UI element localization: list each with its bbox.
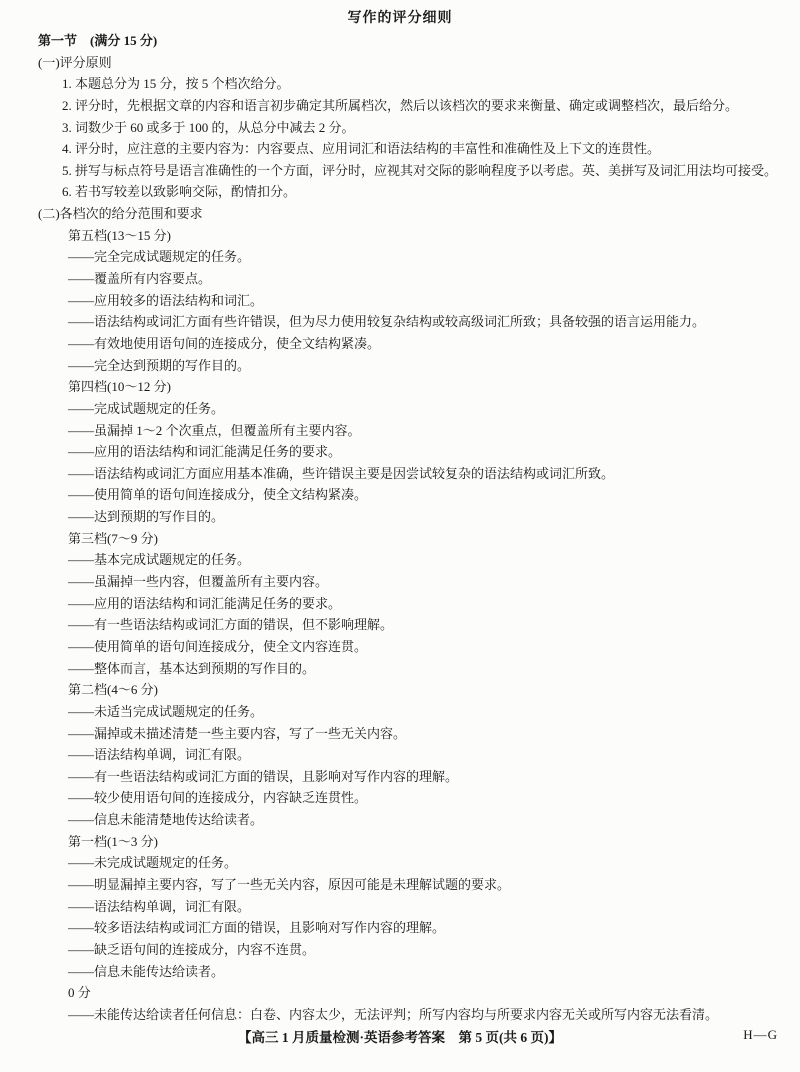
principle-item: 5. 拼写与标点符号是语言准确性的一个方面，评分时，应视其对交际的影响程度予以考虑。英、美拼写及词汇用法均可接受。 (62, 162, 778, 178)
band-point: ——语法结构或词汇方面应用基本准确，些许错误主要是因尝试较复杂的语法结构或词汇所致。 (68, 465, 615, 481)
principle-item: 6. 若书写较差以致影响交际，酌情扣分。 (62, 184, 297, 200)
band-point: ——完全达到预期的写作目的。 (68, 357, 251, 373)
band-point: ——有一些语法结构或词汇方面的错误，且影响对写作内容的理解。 (68, 768, 459, 784)
principles-heading: (一)评分原则 (38, 54, 112, 70)
doc-title: 写作的评分细则 (347, 11, 453, 26)
band-point: ——使用简单的语句间连接成分，使全文内容连贯。 (68, 638, 368, 654)
band-point: ——明显漏掉主要内容，写了一些无关内容，原因可能是未理解试题的要求。 (68, 876, 511, 892)
section-heading: 第一节 (满分 15 分) (38, 33, 158, 48)
band-point: ——达到预期的写作目的。 (68, 509, 225, 525)
band-point: ——未适当完成试题规定的任务。 (68, 703, 264, 719)
band-point: ——信息未能传达给读者。 (68, 963, 225, 979)
band-point: ——语法结构单调，词汇有限。 (68, 747, 251, 763)
band-header-4: 第四档(10～12 分) (68, 379, 171, 395)
band-point: ——较少使用语句间的连接成分，内容缺乏连贯性。 (68, 790, 368, 806)
bands-heading: (二)各档次的给分范围和要求 (38, 206, 203, 222)
band-header-1: 第一档(1～3 分) (68, 833, 158, 849)
band-point: ——应用的语法结构和词汇能满足任务的要求。 (68, 444, 342, 460)
band-point: ——应用较多的语法结构和词汇。 (68, 292, 264, 308)
band-point: ——信息未能清楚地传达给读者。 (68, 812, 264, 828)
band-point: ——漏掉或未描述清楚一些主要内容，写了一些无关内容。 (68, 725, 407, 741)
band-point: ——完全完成试题规定的任务。 (68, 249, 251, 265)
band-header-3: 第三档(7～9 分) (68, 530, 158, 546)
doc-body (0, 30, 800, 1025)
band-point: ——语法结构单调，词汇有限。 (68, 898, 251, 914)
footer-code: H—G (743, 1027, 778, 1042)
band-point: ——应用的语法结构和词汇能满足任务的要求。 (68, 595, 342, 611)
principle-item: 1. 本题总分为 15 分，按 5 个档次给分。 (62, 76, 290, 92)
band-point: ——基本完成试题规定的任务。 (68, 552, 251, 568)
band-point: ——缺乏语句间的连接成分，内容不连贯。 (68, 941, 316, 957)
footer-page-label: 【高三 1 月质量检测·英语参考答案 第 5 页(共 6 页)】 (238, 1030, 562, 1045)
band-point: ——覆盖所有内容要点。 (68, 271, 212, 287)
band-point: ——有一些语法结构或词汇方面的错误，但不影响理解。 (68, 617, 394, 633)
band-header-5: 第五档(13～15 分) (68, 227, 171, 243)
band-point: ——语法结构或词汇方面有些许错误，但为尽力使用较复杂结构或较高级词汇所致；具备较强的语言运用能力。 (68, 314, 706, 330)
band-header-0: 0 分 (68, 985, 91, 1001)
band-header-2: 第二档(4～6 分) (68, 682, 158, 698)
band-point: ——有效地使用语句间的连接成分，使全文结构紧凑。 (68, 335, 381, 351)
band-point: ——使用简单的语句间连接成分，使全文结构紧凑。 (68, 487, 368, 503)
band-point: ——虽漏掉一些内容，但覆盖所有主要内容。 (68, 574, 329, 590)
band-point: ——未能传达给读者任何信息：白卷、内容太少，无法评判；所写内容均与所要求内容无关或所写内容无法看清。 (68, 1006, 719, 1022)
band-point: ——虽漏掉 1～2 个次重点，但覆盖所有主要内容。 (68, 422, 361, 438)
band-point: ——较多语法结构或词汇方面的错误，且影响对写作内容的理解。 (68, 920, 446, 936)
band-point: ——未完成试题规定的任务。 (68, 855, 238, 871)
principle-item: 2. 评分时，先根据文章的内容和语言初步确定其所属档次，然后以该档次的要求来衡量、确定或调整档次，最后给分。 (62, 97, 739, 113)
band-point: ——整体而言，基本达到预期的写作目的。 (68, 660, 316, 676)
principle-item: 3. 词数少于 60 或多于 100 的，从总分中减去 2 分。 (62, 119, 355, 135)
principle-item: 4. 评分时，应注意的主要内容为：内容要点、应用词汇和语法结构的丰富性和准确性及上下文的连贯性。 (62, 141, 661, 157)
band-point: ——完成试题规定的任务。 (68, 400, 225, 416)
